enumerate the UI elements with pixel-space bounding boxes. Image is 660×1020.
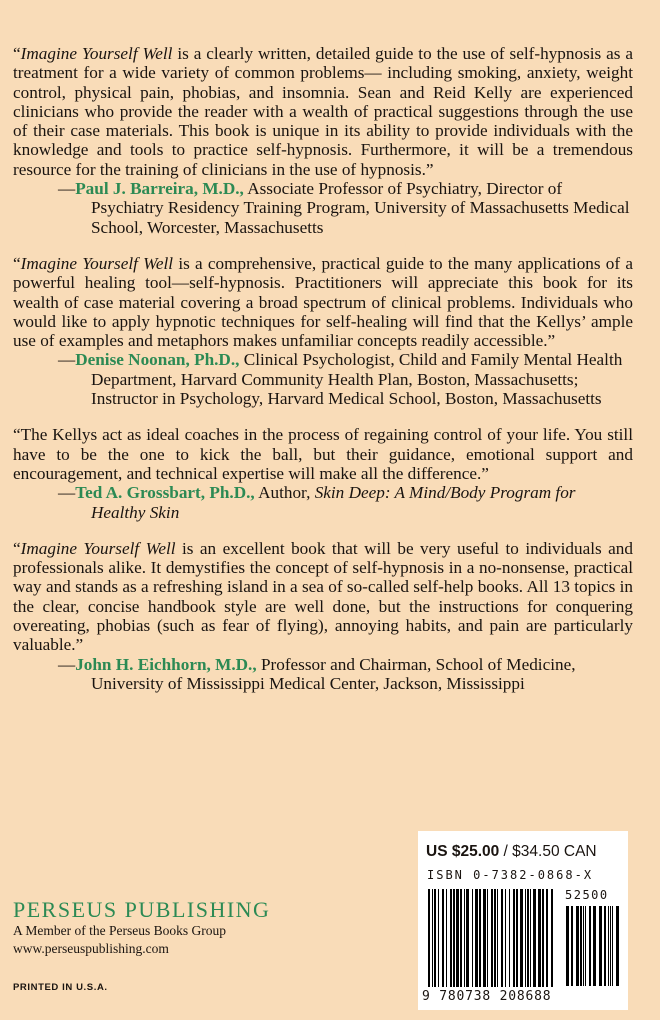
addon-bars: [566, 906, 619, 986]
book-reference: Skin Deep: A Mind/Body Program for Healthy Skin: [91, 483, 576, 522]
barcode-bars: [424, 889, 624, 989]
price: [426, 843, 597, 861]
endorsement-grossbart: [13, 425, 633, 521]
book-title: Imagine Yourself Well: [20, 44, 173, 63]
endorsement-eichhorn: [13, 539, 633, 693]
publisher-block: [13, 898, 270, 958]
publisher-url: www.perseuspublishing.com: [13, 941, 169, 956]
endorsements: [13, 44, 633, 710]
quote-text: “Imagine Yourself Well is a comprehensive, practical guide to the many applications of a powerful healing tool—self-hypnosis. Practitioners will appreciate this book for its wealth of case material covering a broad spectrum of clinical problems. Individuals who would like to apply hypnotic techniques for self-healing will find that the Kellys’ ample use of examples and metaphors makes unfamiliar concepts readily accessible.”: [13, 253, 633, 351]
price-addon-code: 52500: [565, 888, 609, 902]
book-title: Imagine Yourself Well: [20, 253, 174, 273]
endorser-name: Ted A. Grossbart, Ph.D.,: [75, 483, 255, 503]
publisher-name: PERSEUS PUBLISHING: [13, 897, 271, 922]
quote-text: “Imagine Yourself Well is a clearly written, detailed guide to the use of self-hypnosis as a treatment for a wide variety of common problems— including smoking, anxiety, weight control, physical pain, phobias, and insomnia. Sean and Reid Kelly are experienced clinicians who provide the reader with a wealth of practical suggestions through the use of their case materials. This book is unique in its ability to provide individuals with the knowledge and tools to practice self-hypnosis. Furthermore, it will be a tremendous resource for the training of clinicians in the use of hypnosis.”: [13, 44, 633, 179]
book-title: Imagine Yourself Well: [20, 538, 176, 558]
attribution: —Paul J. Barreira, M.D., Associate Professor of Psychiatry, Director of Psychiatry Residency Training Program, University of Massachusetts Medical School, Worcester, Massachusetts: [58, 179, 630, 237]
ean-bars: [428, 889, 553, 987]
quote-text: “Imagine Yourself Well is an excellent book that will be very useful to individuals and professionals alike. It demystifies the concept of self-hypnosis in a no-nonsense, practical way and stands as a refreshing island in a sea of so-called self-help books. All 13 topics in the clear, concise handbook style are well done, but the instructions for conquering overeating, phobias (such as fear of flying), annoying habits, and pain are particularly valuable.”: [13, 538, 633, 655]
quote-text: “The Kellys act as ideal coaches in the process of regaining control of your life. You still have to be the one to kick the ball, but their guidance, emotional support and encouragement, and technical expertise will make all the difference.”: [13, 425, 633, 483]
barcode-box: [418, 831, 628, 1010]
attribution: —Denise Noonan, Ph.D., Clinical Psychologist, Child and Family Mental Health Department, Harvard Community Health Plan, Boston, Massachusetts; Instructor in Psychology, Harvard Medical School, Boston, Massachusetts: [58, 350, 623, 409]
endorser-name: Denise Noonan, Ph.D.,: [75, 350, 240, 370]
printed-in: PRINTED IN U.S.A.: [13, 982, 108, 993]
price-can: / $34.50 CAN: [499, 843, 597, 860]
attribution: —John H. Eichhorn, M.D., Professor and Chairman, School of Medicine, University of Mississippi Medical Center, Jackson, Mississippi: [58, 654, 576, 693]
price-us: US $25.00: [426, 843, 500, 860]
publisher-member: A Member of the Perseus Books Group: [13, 923, 226, 938]
attribution: —Ted A. Grossbart, Ph.D., Author, Skin Deep: A Mind/Body Program for Healthy Skin: [58, 483, 576, 522]
endorser-name: Paul J. Barreira, M.D.,: [75, 179, 244, 199]
ean-number: 9 780738 208688: [422, 989, 552, 1004]
endorser-name: John H. Eichhorn, M.D.,: [75, 654, 257, 674]
isbn: ISBN 0-7382-0868-X: [427, 868, 594, 882]
endorsement-barreira: [13, 44, 633, 237]
endorsement-noonan: [13, 254, 633, 408]
